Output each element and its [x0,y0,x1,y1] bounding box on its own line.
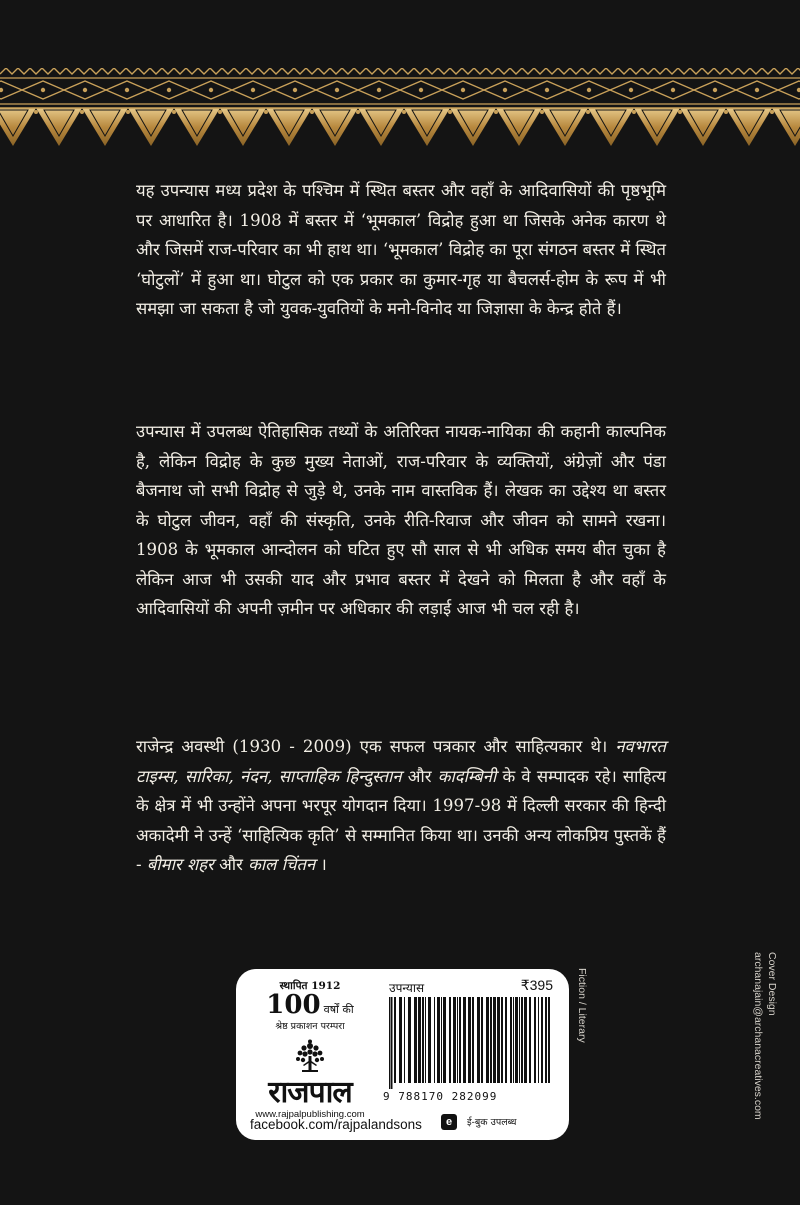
barcode-area [381,975,561,1135]
designer-email: archanajain@archanacreatives.com [752,952,764,1120]
years-number: 100 [266,990,321,1020]
established-text: स्थापित 1912 [279,980,341,992]
book-title: बीमार शहर [146,855,214,874]
ebook-icon: e [441,1114,457,1130]
blurb-paragraph-1: यह उपन्यास मध्य प्रदेश के पश्चिम में स्थित बस्तर और वहाँ के आदिवासियों की पृष्ठभूमि पर आधारित है। 1908 में बस्तर में ‘भूमकाल’ विद्रोह हुआ था जिसके अनेक कारण थे और जिसमें राज-परिवार का भी हाथ था। ‘भूमकाल’ विद्रोह का पूरा संगठन बस्तर में स्थित ‘घोटुलों’ में हुआ था। घोटुल को एक प्रकार का कुमार-गृह या बैचलर्स-होम के रूप में भी समझा जा सकता है जो युवक-युवतियों के मनो-विनोद या जिज्ञासा के केन्द्र होते हैं। [136,181,666,318]
author-bio-paragraph [136,732,666,880]
publisher-logo [250,977,370,1120]
blurb-paragraph-2: उपन्यास में उपलब्ध ऐतिहासिक तथ्यों के अतिरिक्त नायक-नायिका की कहानी काल्पनिक है, लेकिन विद्रोह के कुछ मुख्य नेताओं, राज-परिवार के व्यक्तियों, अंग्रेज़ों और पंडा बैजनाथ जो सभी विद्रोह से जुड़े थे, उनके नाम वास्तविक हैं। लेखक का उद्देश्य था बस्तर के घोटुल जीवन, वहाँ की संस्कृति, उनके रीति-रिवाज और जीवन को सामने रखना। 1908 के भूमकाल आन्दोलन को घटित हुए सौ साल से भी अधिक समय बीत चुका है लेकिन आज भी उसकी याद और प्रभाव बस्तर में देखने को मिलता है और वहाँ के आदिवासियों की अपनी ज़मीन पर अधिकार की लड़ाई आज भी चल रही है। [136,422,666,618]
bio-text: । [315,855,327,874]
isbn-barcode [381,997,561,1091]
ebook-available-label: ई-बुक उपलब्ध [467,1117,517,1128]
years-text: वर्षों की [323,1003,354,1016]
price-label: ₹395 [520,977,553,993]
tradition-text: श्रेष्ठ प्रकाशन परम्परा [275,1021,345,1032]
publisher-info-box [236,969,569,1140]
facebook-link: facebook.com/rajpalandsons [250,1117,422,1132]
publisher-name: राजपाल [268,1075,352,1110]
bio-text: और [213,855,249,874]
magazine-title: कादम्बिनी [437,766,497,786]
isbn-number: 9 788170 282099 [383,1090,498,1103]
bio-text: और [401,766,438,786]
publisher-url: www.rajpalpublishing.com [255,1109,365,1120]
genre-label: उपन्यास [389,981,425,995]
bio-text: के वे सम्पादक रहे। साहित्य के क्षेत्र में भी उन्होंने अपना भरपूर योगदान दिया। 1997-98 में दिल्ली सरकार की हिन्दी अकादेमी ने उन्हें ‘साहित्यिक कृति’ से सम्मानित किया था। उनकी अन्य लोकप्रिय पुस्तकें हैं - [136,766,666,874]
cover-design-label: Cover Design [766,952,778,1016]
category-label: Fiction / Literary [576,968,588,1043]
decorative-border [0,68,800,153]
years-row [250,992,370,1018]
book-title: काल चिंतन [248,855,316,874]
bio-text: राजेन्द्र अवस्थी (1930 - 2009) एक सफल पत्रकार और साहित्यकार थे। [136,737,616,756]
magazine-titles: नवभारत टाइम्स, सारिका, नंदन, साप्ताहिक हिन्दुस्तान [136,737,666,786]
tree-icon [293,1038,327,1074]
